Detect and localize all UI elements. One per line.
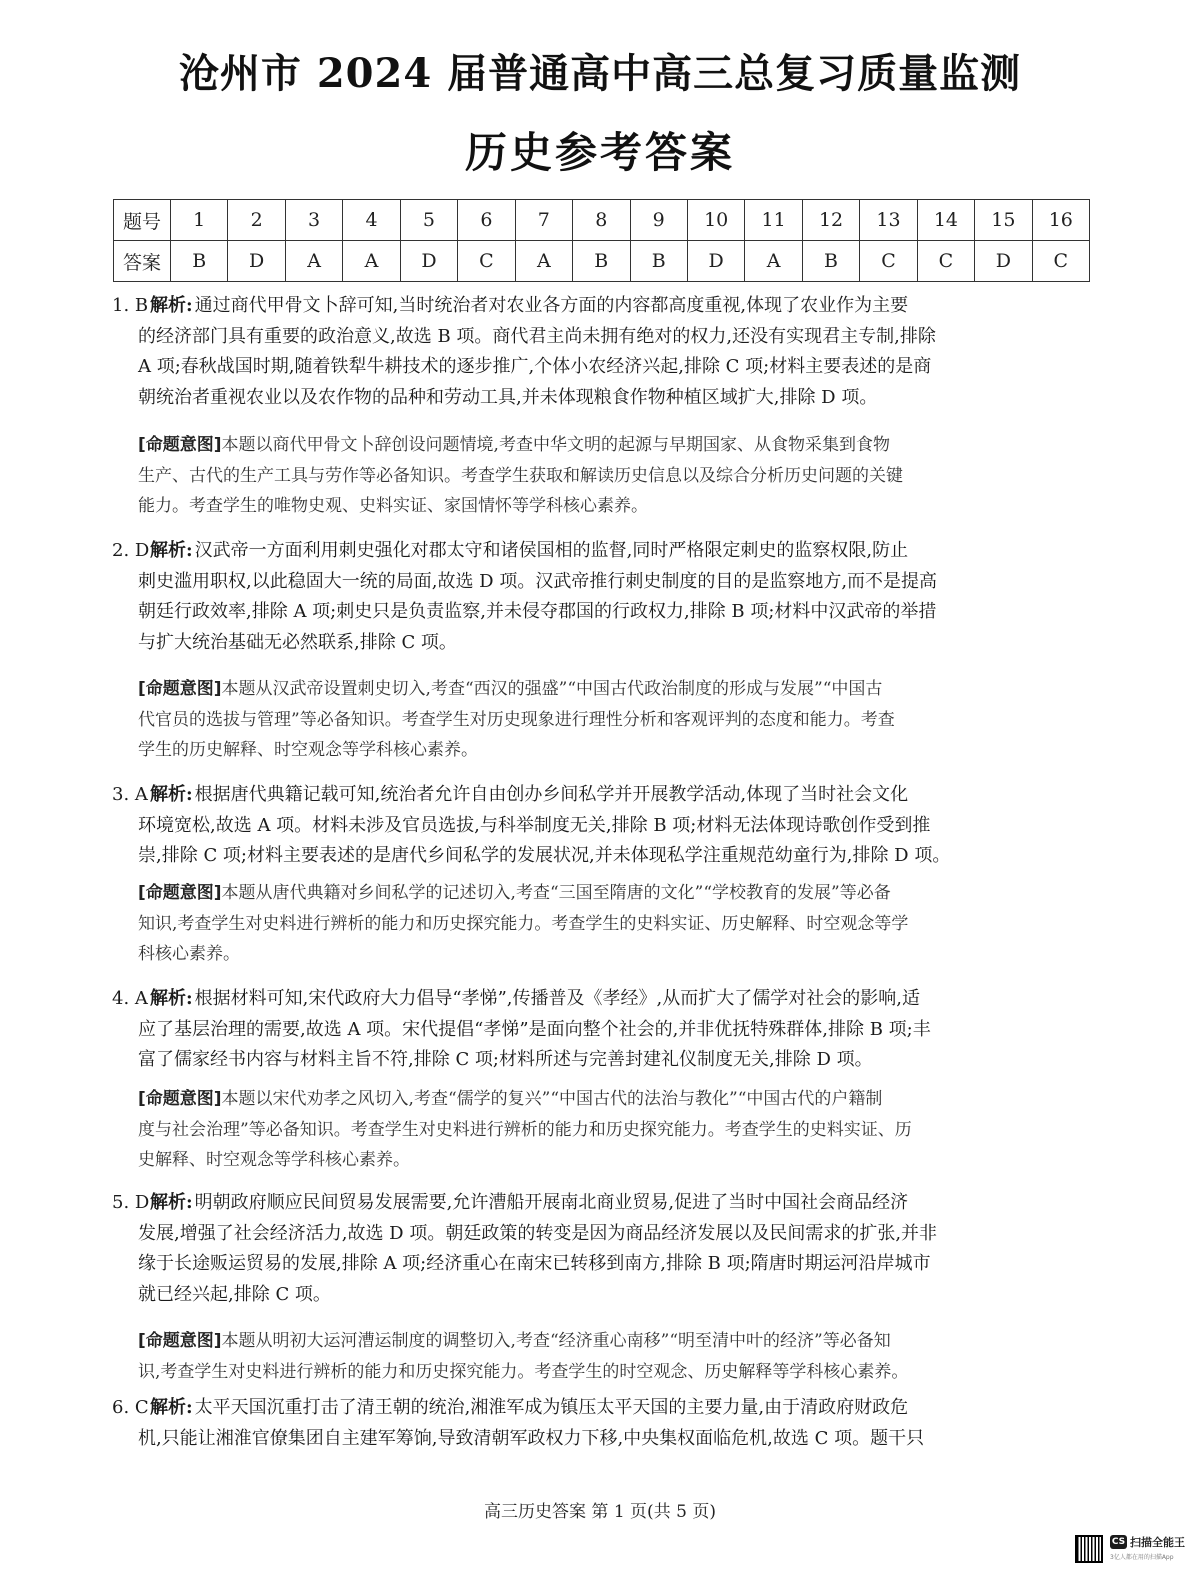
intent-line: 度与社会治理”等必备知识。考查学生对史料进行辨析的能力和历史探究能力。考查学生的史料实证、历 — [138, 1119, 912, 1140]
page-subtitle: 历史参考答案 — [464, 128, 735, 177]
question-number: 3. A — [112, 784, 148, 805]
analysis-line: 根据唐代典籍记载可知,统治者允许自由创办乡间私学并开展教学活动,体现了当时社会文化 — [194, 784, 909, 805]
table-cell: 12 — [802, 200, 859, 241]
table-cell: 13 — [860, 200, 917, 241]
table-cell: 6 — [458, 200, 515, 241]
question-number: 1. B — [112, 295, 149, 316]
table-cell: 7 — [515, 200, 572, 241]
analysis-line: 就已经兴起,排除 C 项。 — [138, 1283, 331, 1305]
analysis-line: 机,只能让湘淮官僚集团自主建军筹饷,导致清朝军政权力下移,中央集权面临危机,故选 C 项。题干只 — [138, 1427, 925, 1449]
analysis-line: 的经济部门具有重要的政治意义,故选 B 项。商代君主尚未拥有绝对的权力,还没有实现君主专制,排除 — [138, 325, 936, 347]
question-2-intent — [112, 674, 1092, 766]
analysis-line: 缘于长途贩运贸易的发展,排除 A 项;经济重心在南宋已转移到南方,排除 B 项;隋唐时期运河沿岸城市 — [138, 1253, 931, 1274]
intent-line: 史解释、时空观念等学科核心素养。 — [138, 1150, 410, 1170]
table-cell: 16 — [1032, 200, 1089, 241]
analysis-line: 富了儒家经书内容与材料主旨不符,排除 C 项;材料所述与完善封建礼仪制度无关,排除 D 项。 — [138, 1049, 873, 1070]
page-title: 沧州市 2024 届普通高中高三总复习质量监测 — [178, 50, 1022, 97]
table-cell: 3 — [285, 200, 342, 241]
analysis-line: 环境宽松,故选 A 项。材料未涉及官员选拔,与科举制度无关,排除 B 项;材料无法体现诗歌创作受到推 — [138, 814, 931, 836]
table-cell: A — [343, 241, 400, 282]
question-5-analysis — [112, 1188, 1092, 1310]
question-number: 6. C — [112, 1397, 149, 1418]
table-cell: 10 — [687, 200, 744, 241]
analysis-line: A 项;春秋战国时期,随着铁犁牛耕技术的逐步推广,个体小农经济兴起,排除 C 项;材料主要表述的是商 — [138, 356, 932, 377]
table-header-cell: 题号 — [114, 200, 171, 241]
intent-label: [命题意图] — [138, 883, 222, 903]
intent-line: 生产、古代的生产工具与劳作等必备知识。考查学生获取和解读历史信息以及综合分析历史问题的关键 — [138, 465, 903, 486]
table-cell: B — [630, 241, 687, 282]
question-number: 5. D — [112, 1192, 150, 1213]
analysis-line: 汉武帝一方面利用刺史强化对郡太守和诸侯国相的监督,同时严格限定刺史的监察权限,防止 — [194, 540, 909, 561]
table-row-answers — [114, 241, 1090, 282]
question-4-intent — [112, 1084, 1092, 1176]
table-cell: D — [228, 241, 285, 282]
analysis-label: 解析: — [150, 295, 193, 316]
analysis-line: 朝统治者重视农业以及农作物的品种和劳动工具,并未体现粮食作物种植区域扩大,排除 D 项。 — [138, 386, 878, 408]
intent-label: [命题意图] — [138, 679, 222, 699]
table-header-cell: 答案 — [114, 241, 171, 282]
intent-line: 本题从唐代典籍对乡间私学的记述切入,考查“三国至隋唐的文化”“学校教育的发展”等必备 — [221, 883, 891, 903]
intent-label: [命题意图] — [138, 1331, 222, 1351]
analysis-line: 根据材料可知,宋代政府大力倡导“孝悌”,传播普及《孝经》,从而扩大了儒学对社会的影响,适 — [194, 988, 920, 1009]
question-number: 4. A — [112, 988, 148, 1009]
question-5-intent — [112, 1326, 1092, 1387]
analysis-label: 解析: — [150, 1192, 193, 1213]
question-3-analysis — [112, 780, 1092, 872]
analysis-line: 明朝政府顺应民间贸易发展需要,允许漕船开展南北商业贸易,促进了当时中国社会商品经济 — [194, 1192, 909, 1213]
question-4-analysis — [112, 984, 1092, 1076]
table-cell: 4 — [343, 200, 400, 241]
scanner-watermark-name: 扫描全能王 — [1130, 1536, 1185, 1549]
table-row-numbers — [114, 200, 1090, 241]
intent-line: 本题以宋代劝孝之风切入,考查“儒学的复兴”“中国古代的法治与教化”“中国古代的户籍制 — [221, 1089, 883, 1109]
question-1-analysis — [112, 291, 1092, 413]
question-3-intent — [112, 878, 1092, 970]
analysis-line: 太平天国沉重打击了清王朝的统治,湘淮军成为镇压太平天国的主要力量,由于清政府财政危 — [194, 1397, 909, 1418]
intent-line: 本题从明初大运河漕运制度的调整切入,考查“经济重心南移”“明至清中叶的经济”等必备知 — [221, 1331, 891, 1351]
table-cell: B — [171, 241, 228, 282]
question-1-intent — [112, 430, 1092, 522]
question-2-analysis — [112, 536, 1092, 658]
table-cell: D — [975, 241, 1032, 282]
intent-line: 科核心素养。 — [138, 944, 240, 964]
intent-line: 学生的历史解释、时空观念等学科核心素养。 — [138, 740, 478, 760]
intent-label: [命题意图] — [138, 435, 222, 455]
analysis-line: 通过商代甲骨文卜辞可知,当时统治者对农业各方面的内容都高度重视,体现了农业作为主要 — [194, 295, 909, 316]
qr-code-icon — [1075, 1535, 1103, 1563]
table-cell: A — [285, 241, 342, 282]
camscanner-logo-icon: CS — [1111, 1537, 1126, 1547]
table-cell: 5 — [400, 200, 457, 241]
table-cell: A — [515, 241, 572, 282]
analysis-line: 发展,增强了社会经济活力,故选 D 项。朝廷政策的转变是因为商品经济发展以及民间需求的扩张,并非 — [138, 1222, 938, 1244]
analysis-line: 刺史滥用职权,以此稳固大一统的局面,故选 D 项。汉武帝推行刺史制度的目的是监察地方,而不是提高 — [138, 570, 938, 592]
table-cell: A — [745, 241, 802, 282]
intent-line: 能力。考查学生的唯物史观、史料实证、家国情怀等学科核心素养。 — [138, 496, 648, 516]
intent-line: 本题以商代甲骨文卜辞创设问题情境,考查中华文明的起源与早期国家、从食物采集到食物 — [221, 435, 890, 455]
table-cell: C — [917, 241, 974, 282]
analysis-label: 解析: — [150, 988, 193, 1009]
table-cell: 14 — [917, 200, 974, 241]
analysis-line: 崇,排除 C 项;材料主要表述的是唐代乡间私学的发展状况,并未体现私学注重规范幼童行为,排除 D 项。 — [138, 845, 951, 866]
question-number: 2. D — [112, 540, 150, 561]
table-cell: 11 — [745, 200, 802, 241]
table-cell: 2 — [228, 200, 285, 241]
page-footer: 高三历史答案 第 1 页(共 5 页) — [484, 1502, 716, 1522]
table-cell: C — [458, 241, 515, 282]
table-cell: 1 — [171, 200, 228, 241]
analysis-line: 与扩大统治基础无必然联系,排除 C 项。 — [138, 631, 457, 653]
intent-line: 代官员的选拔与管理”等必备知识。考查学生对历史现象进行理性分析和客观评判的态度和能力。考查 — [138, 709, 895, 730]
analysis-line: 朝廷行政效率,排除 A 项;刺史只是负责监察,并未侵夺郡国的行政权力,排除 B 项;材料中汉武帝的举措 — [138, 601, 937, 622]
table-cell: D — [687, 241, 744, 282]
analysis-line: 应了基层治理的需要,故选 A 项。宋代提倡“孝悌”是面向整个社会的,并非优抚特殊群体,排除 B 项;丰 — [138, 1018, 931, 1040]
answer-table — [113, 199, 1090, 282]
intent-label: [命题意图] — [138, 1089, 222, 1109]
analysis-label: 解析: — [150, 784, 193, 805]
intent-line: 本题从汉武帝设置刺史切入,考查“西汉的强盛”“中国古代政治制度的形成与发展”“中国古 — [221, 679, 883, 699]
analysis-label: 解析: — [150, 1397, 193, 1418]
table-cell: D — [400, 241, 457, 282]
question-6-analysis — [112, 1393, 1092, 1454]
table-cell: 9 — [630, 200, 687, 241]
table-cell: B — [573, 241, 630, 282]
intent-line: 知识,考查学生对史料进行辨析的能力和历史探究能力。考查学生的史料实证、历史解释、时空观念等学 — [138, 913, 909, 934]
table-cell: 8 — [573, 200, 630, 241]
table-cell: C — [1032, 241, 1089, 282]
table-cell: C — [860, 241, 917, 282]
table-cell: B — [802, 241, 859, 282]
analysis-label: 解析: — [150, 540, 193, 561]
scanner-watermark-subtitle: 3亿人都在用的扫描App — [1110, 1554, 1174, 1561]
intent-line: 识,考查学生对史料进行辨析的能力和历史探究能力。考查学生的时空观念、历史解释等学科核心素养。 — [138, 1361, 909, 1382]
table-cell: 15 — [975, 200, 1032, 241]
